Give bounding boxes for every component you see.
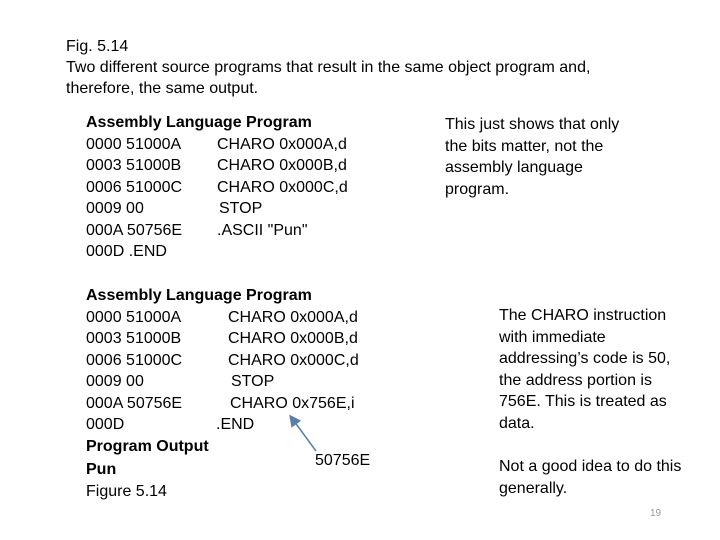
code-instruction: CHARO 0x000A,d bbox=[228, 308, 358, 326]
code-address: 000D .END bbox=[86, 243, 167, 260]
code-instruction: STOP bbox=[231, 373, 275, 390]
code-address: 000D bbox=[86, 416, 125, 433]
code-address: 0003 51000B bbox=[86, 157, 182, 174]
code-instruction: STOP bbox=[219, 200, 263, 217]
code-address: 0006 51000C bbox=[86, 351, 183, 369]
code-address: 0009 00 bbox=[86, 373, 144, 390]
code-instruction: .END bbox=[216, 416, 255, 433]
caption-title: Fig. 5.14 bbox=[66, 38, 129, 55]
program-output-heading: Program Output bbox=[86, 437, 209, 455]
code-instruction: CHARO 0x756E,i bbox=[230, 394, 355, 412]
caption-line-1: Two different source programs that result in the same object program and, bbox=[66, 59, 591, 76]
code-address: 000A 50756E bbox=[86, 394, 183, 412]
arrow-label: 50756E bbox=[315, 452, 371, 469]
note-line: 756E. This is treated as bbox=[499, 393, 667, 410]
program-2-heading: Assembly Language Program bbox=[86, 287, 312, 304]
code-instruction: CHARO 0x000C,d bbox=[217, 178, 348, 196]
code-address: 0003 51000B bbox=[86, 330, 182, 347]
code-instruction: CHARO 0x000A,d bbox=[217, 135, 347, 153]
figure-label: Figure 5.14 bbox=[86, 482, 167, 500]
code-instruction: .ASCII "Pun" bbox=[217, 221, 308, 239]
note-line: the address portion is bbox=[499, 371, 652, 389]
program-1-heading: Assembly Language Program bbox=[86, 114, 312, 131]
slide-number: 19 bbox=[650, 508, 662, 519]
note-not-good-idea bbox=[499, 456, 714, 499]
code-address: 0006 51000C bbox=[86, 178, 183, 196]
code-address: 0000 51000A bbox=[86, 308, 182, 326]
code-address: 0000 51000A bbox=[86, 135, 182, 153]
note-line: addressing’s code is 50, bbox=[499, 350, 671, 367]
code-instruction: CHARO 0x000B,d bbox=[228, 330, 358, 347]
note-line: with immediate bbox=[499, 328, 606, 346]
note-line: assembly language bbox=[445, 159, 583, 176]
program-output-value: Pun bbox=[86, 461, 117, 478]
note-line: the bits matter, not the bbox=[445, 137, 604, 155]
note-line: This just shows that only bbox=[445, 116, 620, 133]
note-line: generally. bbox=[499, 479, 568, 497]
note-line: data. bbox=[499, 414, 535, 432]
note-charo-immediate bbox=[499, 305, 714, 434]
code-address: 0009 00 bbox=[86, 200, 144, 217]
caption-line-2: therefore, the same output. bbox=[66, 80, 259, 97]
note-line: program. bbox=[445, 180, 510, 198]
note-line: Not a good idea to do this bbox=[499, 458, 682, 475]
note-line: The CHARO instruction bbox=[499, 307, 667, 324]
code-instruction: CHARO 0x000C,d bbox=[228, 351, 359, 369]
code-address: 000A 50756E bbox=[86, 221, 183, 239]
code-instruction: CHARO 0x000B,d bbox=[217, 157, 347, 174]
